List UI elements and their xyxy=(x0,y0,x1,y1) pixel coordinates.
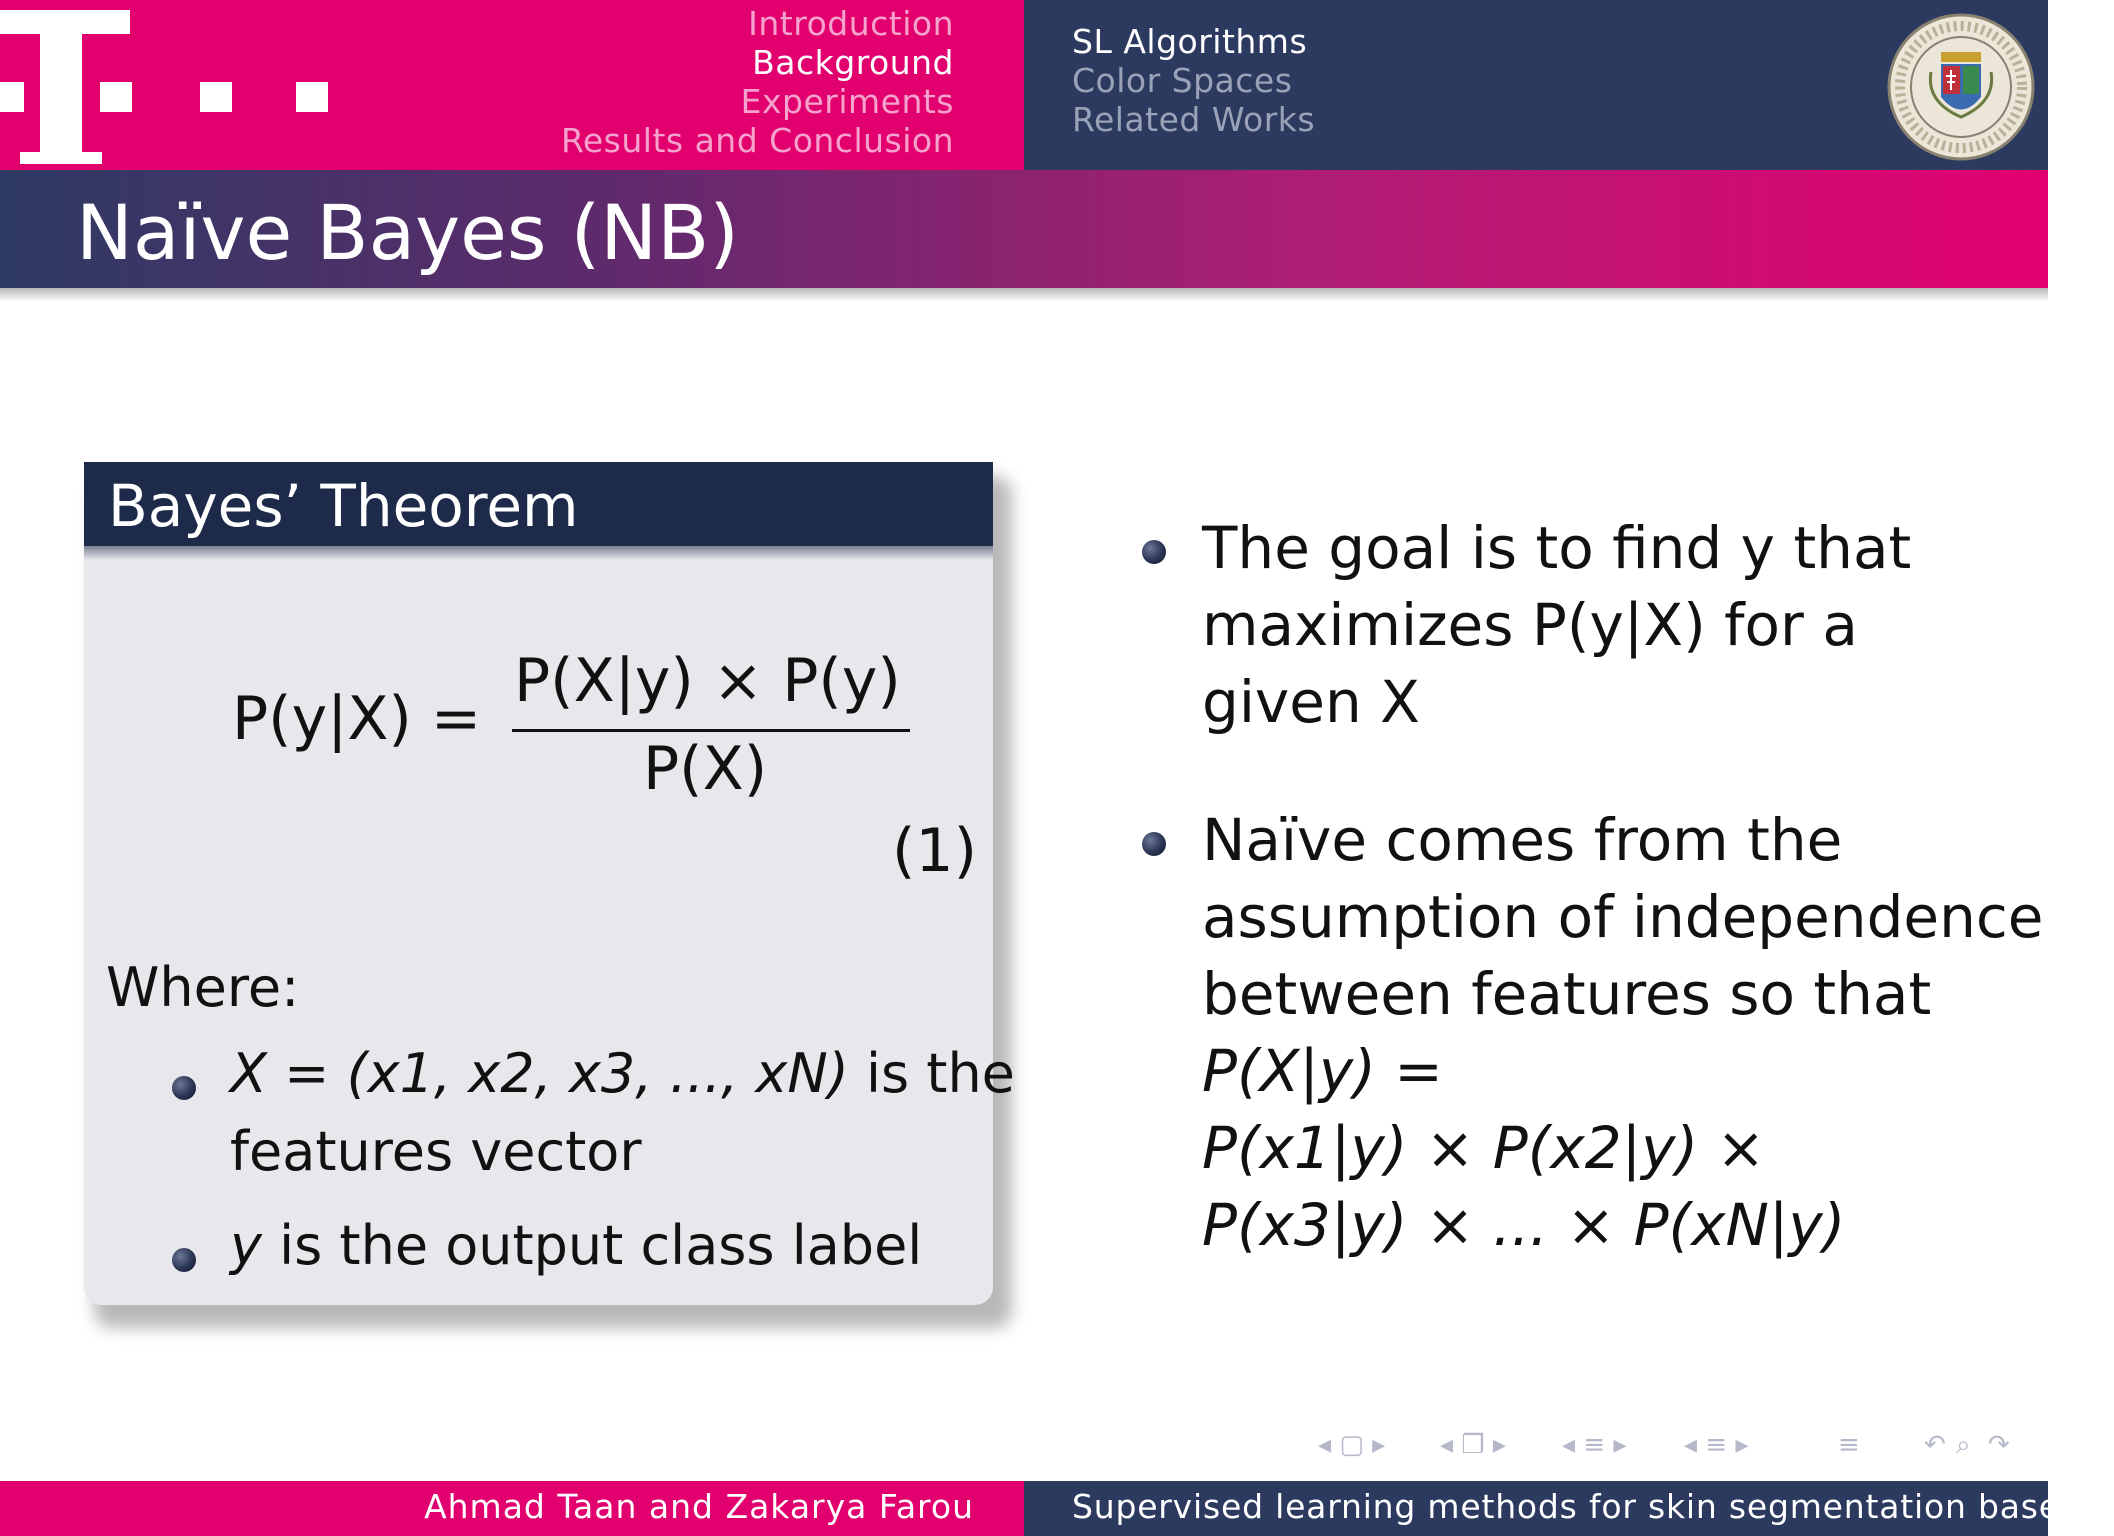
nav-frame-icon[interactable]: ◂ ▢ ▸ xyxy=(1318,1430,1386,1460)
naive-math-1: P(X|y) = xyxy=(1202,1037,1443,1105)
features-vector-text: is the xyxy=(848,1042,1015,1105)
footer-authors-panel xyxy=(0,1481,1024,1536)
nav-search-icon[interactable]: ⌕ xyxy=(1956,1430,1971,1460)
header-sections-panel xyxy=(0,0,1024,170)
bullet-icon xyxy=(1142,832,1166,856)
nav-section-introduction[interactable]: Introduction xyxy=(748,4,954,43)
footer-authors: Ahmad Taan and Zakarya Farou xyxy=(424,1487,974,1526)
nav-presentation-icon[interactable]: ◂ ≡ ▸ xyxy=(1684,1430,1749,1460)
equation-lhs: P(y|X) = xyxy=(232,684,482,754)
theorem-block-title: Bayes’ Theorem xyxy=(108,472,579,540)
theorem-block xyxy=(84,462,1015,1305)
header-subsections-panel xyxy=(1024,0,2048,170)
university-seal-logo xyxy=(1886,12,2036,162)
nav-back-icon[interactable]: ↶ xyxy=(1924,1430,1946,1460)
naive-line-3: between features so that xyxy=(1202,960,1932,1028)
nav-forward-icon[interactable]: ↷ xyxy=(1988,1430,2010,1460)
nav-section-experiments[interactable]: Experiments xyxy=(740,82,954,121)
naive-bullet xyxy=(1202,802,2043,1264)
fraction-bar xyxy=(512,729,910,732)
goal-line-1: The goal is to find y that xyxy=(1202,514,1912,582)
nav-subsection-sl-algorithms[interactable]: SL Algorithms xyxy=(1072,22,1308,61)
equation-numerator: P(X|y) × P(y) xyxy=(514,646,901,716)
output-label-item xyxy=(230,1214,922,1277)
slide-title: Naïve Bayes (NB) xyxy=(76,188,739,277)
nav-section-results[interactable]: Results and Conclusion xyxy=(560,121,954,160)
where-label: Where: xyxy=(106,956,300,1019)
features-vector-math: X = (x1, x2, x3, ..., xN) xyxy=(230,1042,849,1105)
naive-line-2: assumption of independence xyxy=(1202,883,2044,951)
output-label-text: is the output class label xyxy=(261,1214,923,1277)
output-label-math: y xyxy=(230,1214,262,1277)
nav-section-icon[interactable]: ◂ ≡ ▸ xyxy=(1562,1430,1627,1460)
nav-align-icon[interactable]: ≡ xyxy=(1838,1430,1860,1460)
nav-subsection-icon[interactable]: ◂ ❐ ▸ xyxy=(1440,1430,1506,1460)
bullet-icon xyxy=(172,1248,196,1272)
naive-math-3: P(x3|y) × ... × P(xN|y) xyxy=(1202,1191,1846,1259)
equation-number: (1) xyxy=(892,816,977,886)
naive-line-1: Naïve comes from the xyxy=(1202,806,1843,874)
features-vector-item xyxy=(230,1042,1015,1105)
theorem-block-header-shade xyxy=(84,546,993,560)
bullet-icon xyxy=(172,1076,196,1100)
goal-bullet xyxy=(1202,510,1911,741)
footer-talk-title: Supervised learning methods for skin segmentation based o xyxy=(1072,1487,2114,1526)
bullet-icon xyxy=(1142,540,1166,564)
nav-subsection-related-works[interactable]: Related Works xyxy=(1072,100,1316,139)
telekom-logo xyxy=(0,0,340,170)
title-bar-shadow xyxy=(0,288,2048,302)
goal-line-2: maximizes P(y|X) for a xyxy=(1202,591,1858,659)
features-vector-continuation: features vector xyxy=(230,1120,642,1183)
naive-math-2: P(x1|y) × P(x2|y) × xyxy=(1202,1114,1766,1182)
equation-denominator: P(X) xyxy=(643,734,768,804)
footer-title-panel xyxy=(1024,1481,2114,1536)
goal-line-3: given X xyxy=(1202,668,1420,736)
nav-section-background[interactable]: Background xyxy=(752,43,954,82)
nav-subsection-color-spaces[interactable]: Color Spaces xyxy=(1072,61,1293,100)
